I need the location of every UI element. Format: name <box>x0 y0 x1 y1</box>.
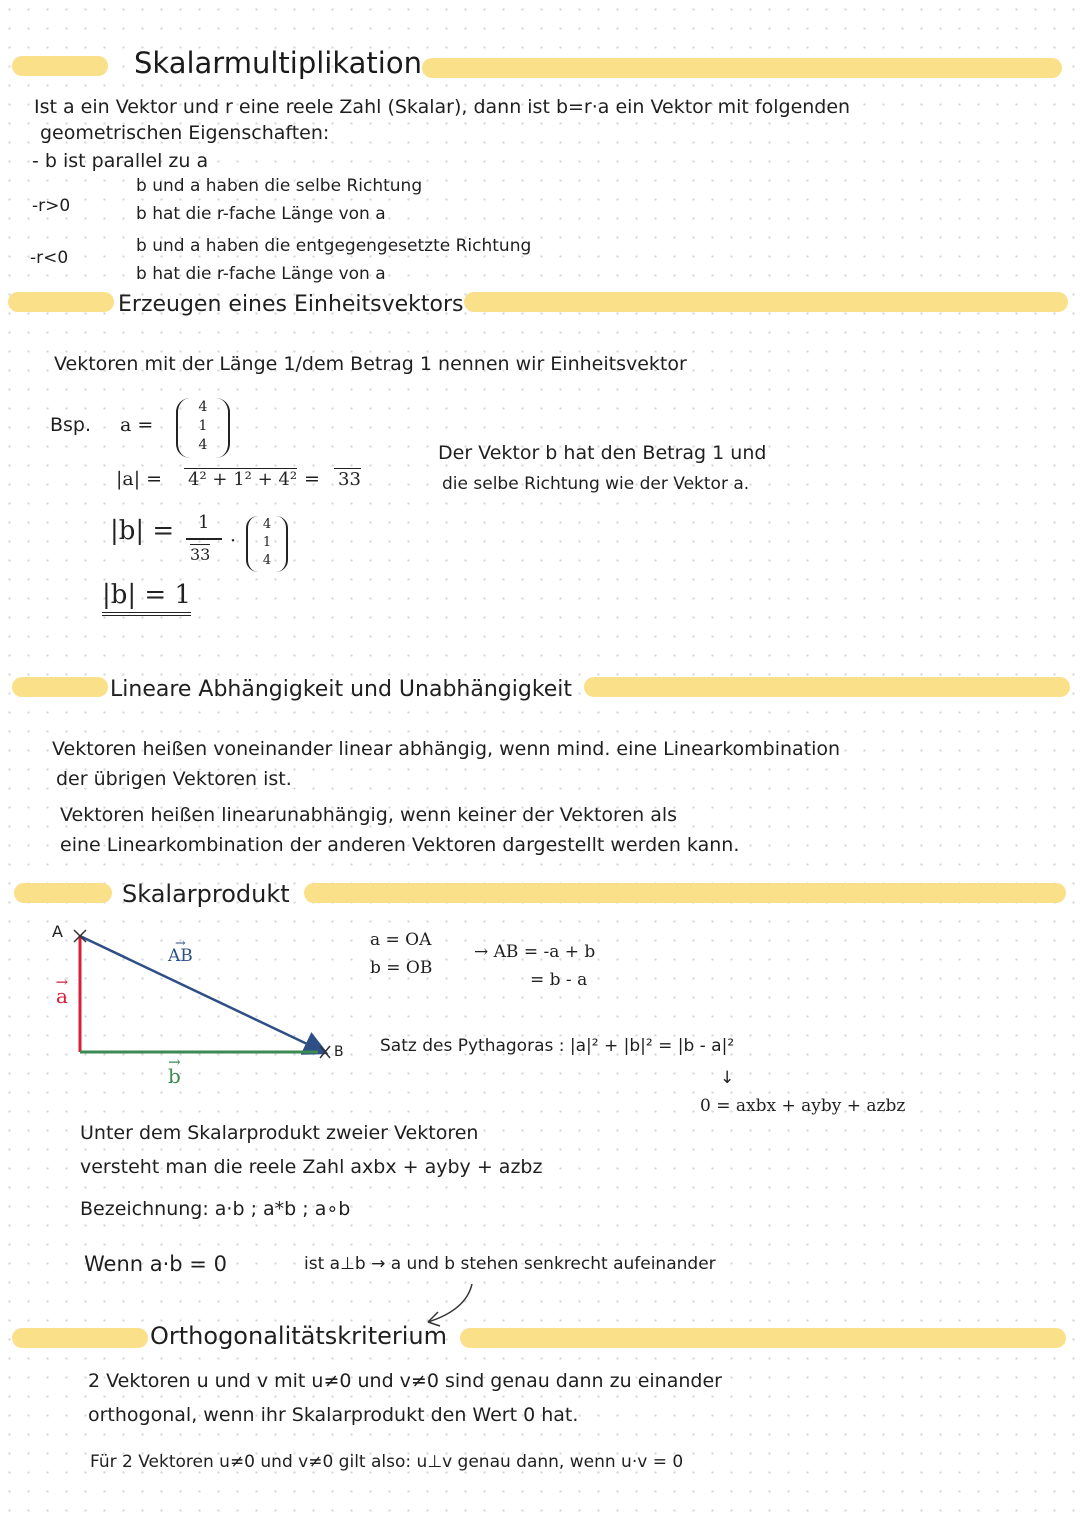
point-a-label: A <box>52 922 63 941</box>
vector-b-component-z: 4 <box>262 553 272 568</box>
rneg-property-2: b hat die r-fache Länge von a <box>136 264 386 284</box>
abs-b-left: |b| = <box>110 516 175 546</box>
heading-orthogonalitaetskriterium: Orthogonalitätskriterium <box>150 1322 447 1350</box>
skalarmultiplikation-intro-line2: geometrischen Eigenschaften: <box>40 122 330 144</box>
heading-skalarprodukt: Skalarprodukt <box>122 880 290 908</box>
eq-a-oa: a = OA <box>370 930 432 950</box>
lineare-line4: eine Linearkombination der anderen Vektoren dargestellt werden kann. <box>60 834 740 856</box>
vector-a-component-x: 4 <box>198 399 208 415</box>
lineare-line3: Vektoren heißen linearunabhängig, wenn keiner der Vektoren als <box>60 804 678 826</box>
einheitsvektor-note-line1: Der Vektor b hat den Betrag 1 und <box>438 442 767 464</box>
rneg-property-1: b und a haben die entgegengesetzte Richtung <box>136 236 532 256</box>
vector-a-equals: a = <box>120 414 154 436</box>
einheitsvektor-definition: Vektoren mit der Länge 1/dem Betrag 1 nennen wir Einheitsvektor <box>54 353 687 375</box>
label-a-vector: → a <box>56 984 68 1008</box>
skalarmultiplikation-intro-line1: Ist a ein Vektor und r eine reele Zahl (Skalar), dann ist b=r·a ein Vektor mit folgenden <box>34 96 851 118</box>
orthogonal-line1: 2 Vektoren u und v mit u≠0 und v≠0 sind genau dann zu einander <box>88 1370 722 1392</box>
skalarmultiplikation-parallel: - b ist parallel zu a <box>32 150 209 172</box>
eq-b-ob: b = OB <box>370 958 433 978</box>
heading-lineare-abhaengigkeit: Lineare Abhängigkeit und Unabhängigkeit <box>110 677 573 702</box>
skalarprodukt-def-line2: versteht man die reele Zahl axbx + ayby + azbz <box>80 1156 543 1178</box>
skalarprodukt-def-line1: Unter dem Skalarprodukt zweier Vektoren <box>80 1122 479 1144</box>
wenn-right: ist a⊥b → a und b stehen senkrecht aufeinander <box>304 1254 716 1274</box>
lineare-line2: der übrigen Vektoren ist. <box>56 768 292 790</box>
wenn-left: Wenn a·b = 0 <box>84 1252 227 1276</box>
rpos-property-1: b und a haben die selbe Richtung <box>136 176 423 196</box>
rpos-property-2: b hat die r-fache Länge von a <box>136 204 386 224</box>
orthogonal-line3: Für 2 Vektoren u≠0 und v≠0 gilt also: u⊥v genau dann, wenn u·v = 0 <box>90 1452 684 1472</box>
orthogonal-line2: orthogonal, wenn ihr Skalarprodukt den Wert 0 hat. <box>88 1404 579 1426</box>
eq-ab-line1: → AB = -a + b <box>474 942 596 962</box>
fraction-numerator: 1 <box>198 512 210 533</box>
einheitsvektor-note-line2: die selbe Richtung wie der Vektor a. <box>442 474 750 494</box>
fraction-denominator: 33 <box>190 545 211 564</box>
vector-a-component-y: 1 <box>198 418 208 434</box>
abs-a-result: 33 <box>334 468 361 490</box>
label-b-vector: → b <box>168 1064 181 1088</box>
pythagoras-arrow-down: ↓ <box>720 1068 735 1088</box>
abs-a-radicand: 4² + 1² + 4² <box>184 468 297 490</box>
rpos-label: -r>0 <box>32 196 71 216</box>
abs-a-left: |a| = <box>116 468 163 490</box>
pythagoras: Satz des Pythagoras : |a|² + |b|² = |b - a|² <box>380 1036 735 1056</box>
abs-a-equals: = <box>304 468 320 490</box>
vector-a-component-z: 4 <box>198 437 208 453</box>
point-b-label: B <box>334 1044 344 1060</box>
vector-b-component-y: 1 <box>262 535 272 550</box>
zero-equation: 0 = axbx + ayby + azbz <box>700 1096 906 1116</box>
result-abs-b: |b| = 1 <box>102 580 191 616</box>
rneg-label: -r<0 <box>30 248 69 268</box>
multiply-dot: · <box>230 530 237 552</box>
lineare-line1: Vektoren heißen voneinander linear abhängig, wenn mind. eine Linearkombination <box>52 738 841 760</box>
heading-skalarmultiplikation: Skalarmultiplikation <box>134 46 422 80</box>
heading-einheitsvektor: Erzeugen eines Einheitsvektors <box>118 292 464 317</box>
eq-ab-line2: = b - a <box>530 970 588 990</box>
label-ab-vector: → AB <box>168 946 193 966</box>
bezeichnung: Bezeichnung: a·b ; a*b ; a∘b <box>80 1198 351 1220</box>
bsp-label: Bsp. <box>50 414 92 436</box>
vector-b-component-x: 4 <box>262 517 272 532</box>
